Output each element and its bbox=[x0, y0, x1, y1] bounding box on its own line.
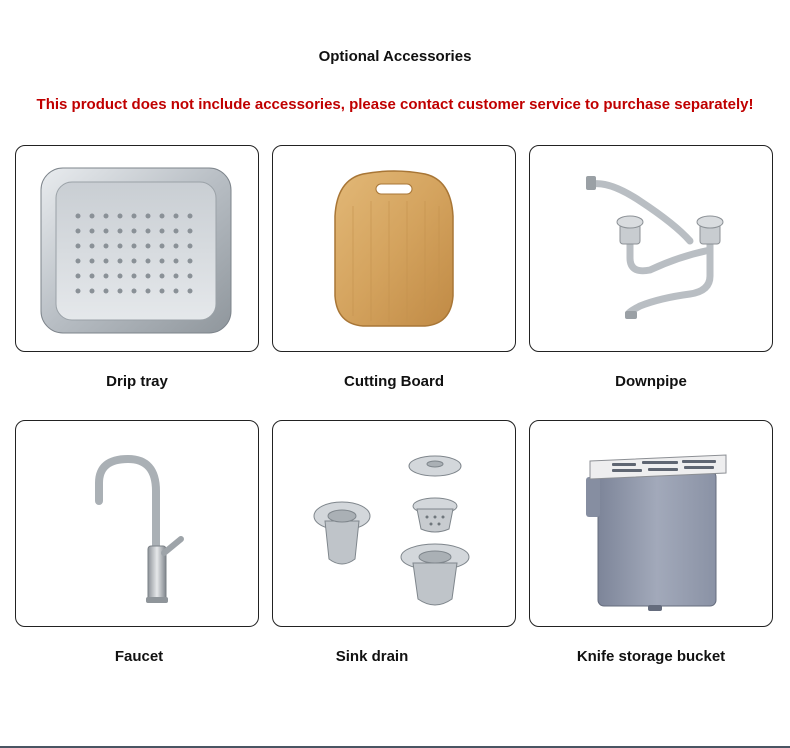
drip-tray-image bbox=[16, 146, 258, 351]
downpipe-image bbox=[530, 146, 772, 351]
product-label-knife-storage-bucket: Knife storage bucket bbox=[576, 648, 726, 665]
product-label-faucet: Faucet bbox=[114, 648, 164, 665]
product-label-sink-drain: Sink drain bbox=[335, 648, 409, 665]
page-title: Optional Accessories bbox=[318, 48, 472, 65]
product-card-faucet[interactable] bbox=[15, 420, 259, 627]
product-label-cutting-board: Cutting Board bbox=[344, 373, 444, 390]
faucet-image bbox=[16, 421, 258, 626]
cutting-board-image bbox=[273, 146, 515, 351]
purchase-notice: This product does not include accessories, please contact customer service to purchase separately! bbox=[36, 96, 754, 113]
product-card-downpipe[interactable] bbox=[529, 145, 773, 352]
product-label-downpipe: Downpipe bbox=[615, 373, 687, 390]
sink-drain-image bbox=[273, 421, 515, 626]
product-card-drip-tray[interactable] bbox=[15, 145, 259, 352]
knife-storage-bucket-image bbox=[530, 421, 772, 626]
product-card-knife-storage-bucket[interactable] bbox=[529, 420, 773, 627]
product-card-sink-drain[interactable] bbox=[272, 420, 516, 627]
product-card-cutting-board[interactable] bbox=[272, 145, 516, 352]
product-label-drip-tray: Drip tray bbox=[106, 373, 168, 390]
